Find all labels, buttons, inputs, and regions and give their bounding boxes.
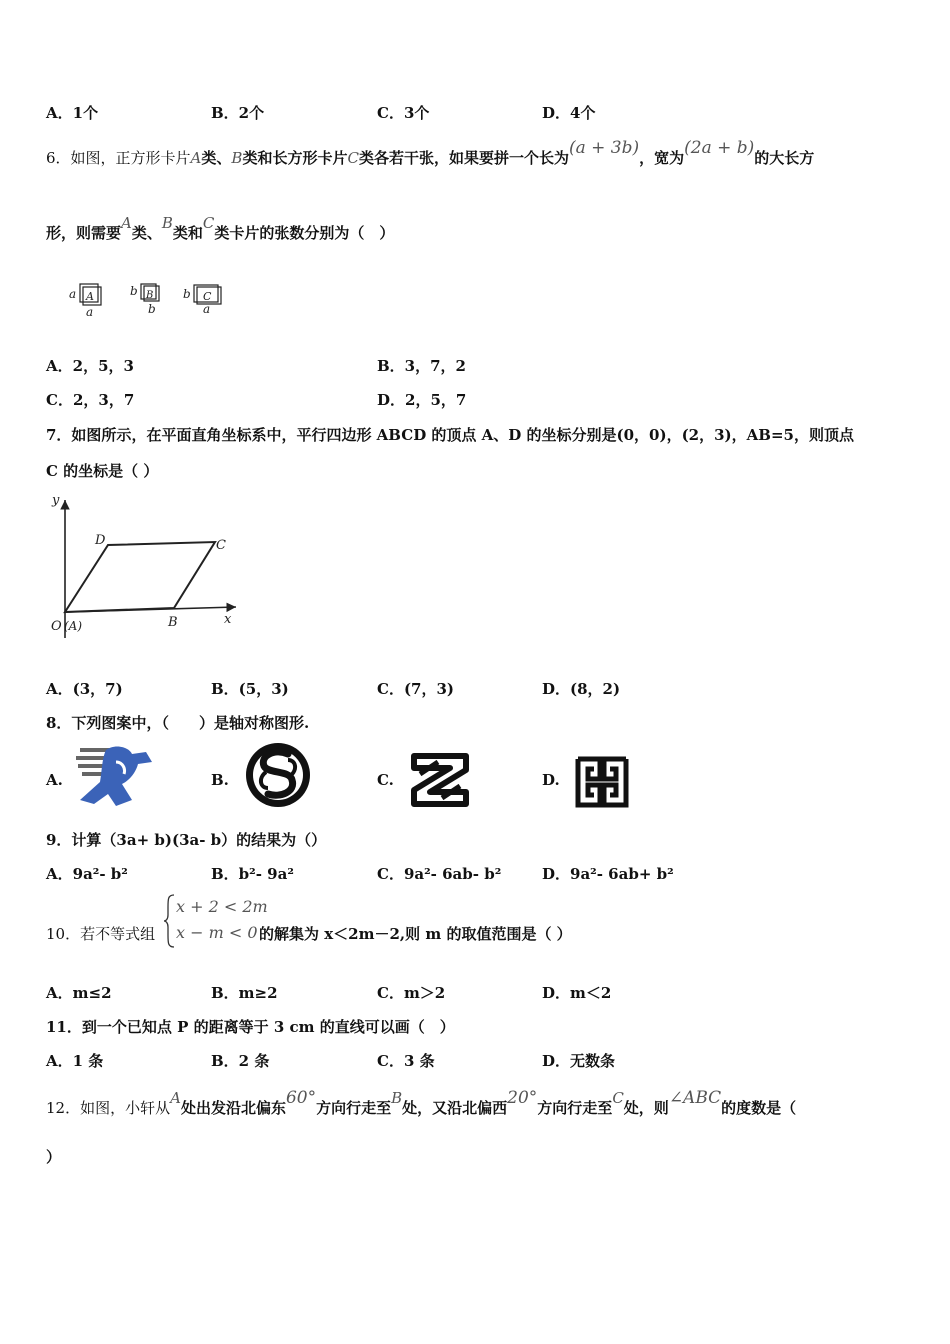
q10-inequality-system xyxy=(162,893,268,949)
q9-option-d: D．9a²- 6ab+ b² xyxy=(542,865,674,883)
q8-option-c: C. xyxy=(377,771,394,789)
q6-option-c: C．2，3，7 xyxy=(46,391,135,409)
x-label: x xyxy=(224,612,232,627)
q7-coordinate-graph xyxy=(40,490,245,640)
q9-question: 9．计算（3a+ b)(3a- b）的结果为（） xyxy=(46,831,327,849)
q8-option-d: D. xyxy=(542,771,560,789)
brace-icon xyxy=(162,893,176,949)
card-a-side: a xyxy=(69,287,77,301)
origin-o: O xyxy=(51,619,62,634)
card-b-bottom: b xyxy=(148,302,156,316)
q7-option-d: D．(8，2) xyxy=(542,680,621,698)
q5-option-c: C．3个 xyxy=(377,104,430,122)
vertex-d: D xyxy=(95,533,106,548)
card-b-side: b xyxy=(130,284,138,298)
q5-option-a: A．1个 xyxy=(46,104,99,122)
q11-question: 11．到一个已知点 P 的距离等于 3 cm 的直线可以画（ ） xyxy=(46,1018,455,1036)
q11-option-a: A．1 条 xyxy=(46,1052,104,1070)
q11-option-b: B．2 条 xyxy=(211,1052,270,1070)
y-label: y xyxy=(52,493,60,508)
card-a-bottom: a xyxy=(86,305,94,319)
q11-option-c: C．3 条 xyxy=(377,1052,435,1070)
card-b-label: B xyxy=(146,290,154,301)
q6-line2: 形，则需要A类、B类和C类卡片的张数分别为（ ） xyxy=(46,214,395,242)
card-c-side: b xyxy=(183,287,191,301)
vertex-c: C xyxy=(216,538,226,553)
q8-option-a: A. xyxy=(46,771,63,789)
q10-prefix: 10．若不等式组 xyxy=(46,925,156,943)
card-a-label: A xyxy=(86,290,94,303)
swirl-knot-icon xyxy=(240,742,315,808)
q12-line2: ） xyxy=(46,1148,62,1166)
inequality-2: x − m < 0 xyxy=(176,923,258,942)
maze-knot-icon xyxy=(574,755,630,809)
q7-line1: 7．如图所示，在平面直角坐标系中，平行四边形 ABCD 的顶点 A、D 的坐标分别是(0，0)，(2，3)，AB=5，则顶点 xyxy=(46,426,854,444)
q7-option-a: A．(3，7) xyxy=(46,680,123,698)
q7-option-c: C．(7，3) xyxy=(377,680,455,698)
interlocked-z-icon xyxy=(408,752,470,808)
q10-option-c: C．m＞2 xyxy=(377,984,446,1002)
inequality-1: x + 2 < 2m xyxy=(176,897,268,916)
running-figure-icon xyxy=(72,742,158,810)
vertex-b: B xyxy=(168,615,178,630)
card-c-bottom: a xyxy=(203,302,211,316)
q7-line2: C 的坐标是（ ） xyxy=(46,462,159,480)
q8-option-b: B. xyxy=(211,771,229,789)
q6-option-d: D．2，5，7 xyxy=(377,391,467,409)
q9-option-a: A．9a²- b² xyxy=(46,865,128,883)
card-c-label: C xyxy=(203,290,212,303)
q5-option-d: D．4个 xyxy=(542,104,596,122)
q10-option-a: A．m≤2 xyxy=(46,984,112,1002)
q9-option-b: B．b²- 9a² xyxy=(211,865,294,883)
q8-question: 8．下列图案中，（ ）是轴对称图形. xyxy=(46,714,310,732)
q11-option-d: D．无数条 xyxy=(542,1052,616,1070)
q10-option-b: B．m≥2 xyxy=(211,984,278,1002)
q10-option-d: D．m＜2 xyxy=(542,984,612,1002)
q5-option-b: B．2个 xyxy=(211,104,265,122)
q6-option-a: A．2，5，3 xyxy=(46,357,134,375)
q7-option-b: B．(5，3) xyxy=(211,680,289,698)
q6-line1: 6．如图，正方形卡片A类、B类和长方形卡片C类各若干张，如果要拼一个长为(a + 3b)，宽为(2a + b)的大长方 xyxy=(46,138,815,167)
q10-suffix: 的解集为 x＜2m－2,则 m 的取值范围是（ ） xyxy=(259,925,572,943)
q9-option-c: C．9a²- 6ab- b² xyxy=(377,865,502,883)
q12-line1: 12．如图，小轩从A处出发沿北偏东60°方向行走至B处，又沿北偏西20°方向行走至C处，则∠ABC的度数是（ xyxy=(46,1088,797,1117)
parallelogram-abcd xyxy=(65,542,215,612)
origin-a: (A) xyxy=(64,619,83,633)
q6-cards-figure xyxy=(66,275,241,320)
q6-option-b: B．3，7，2 xyxy=(377,357,466,375)
